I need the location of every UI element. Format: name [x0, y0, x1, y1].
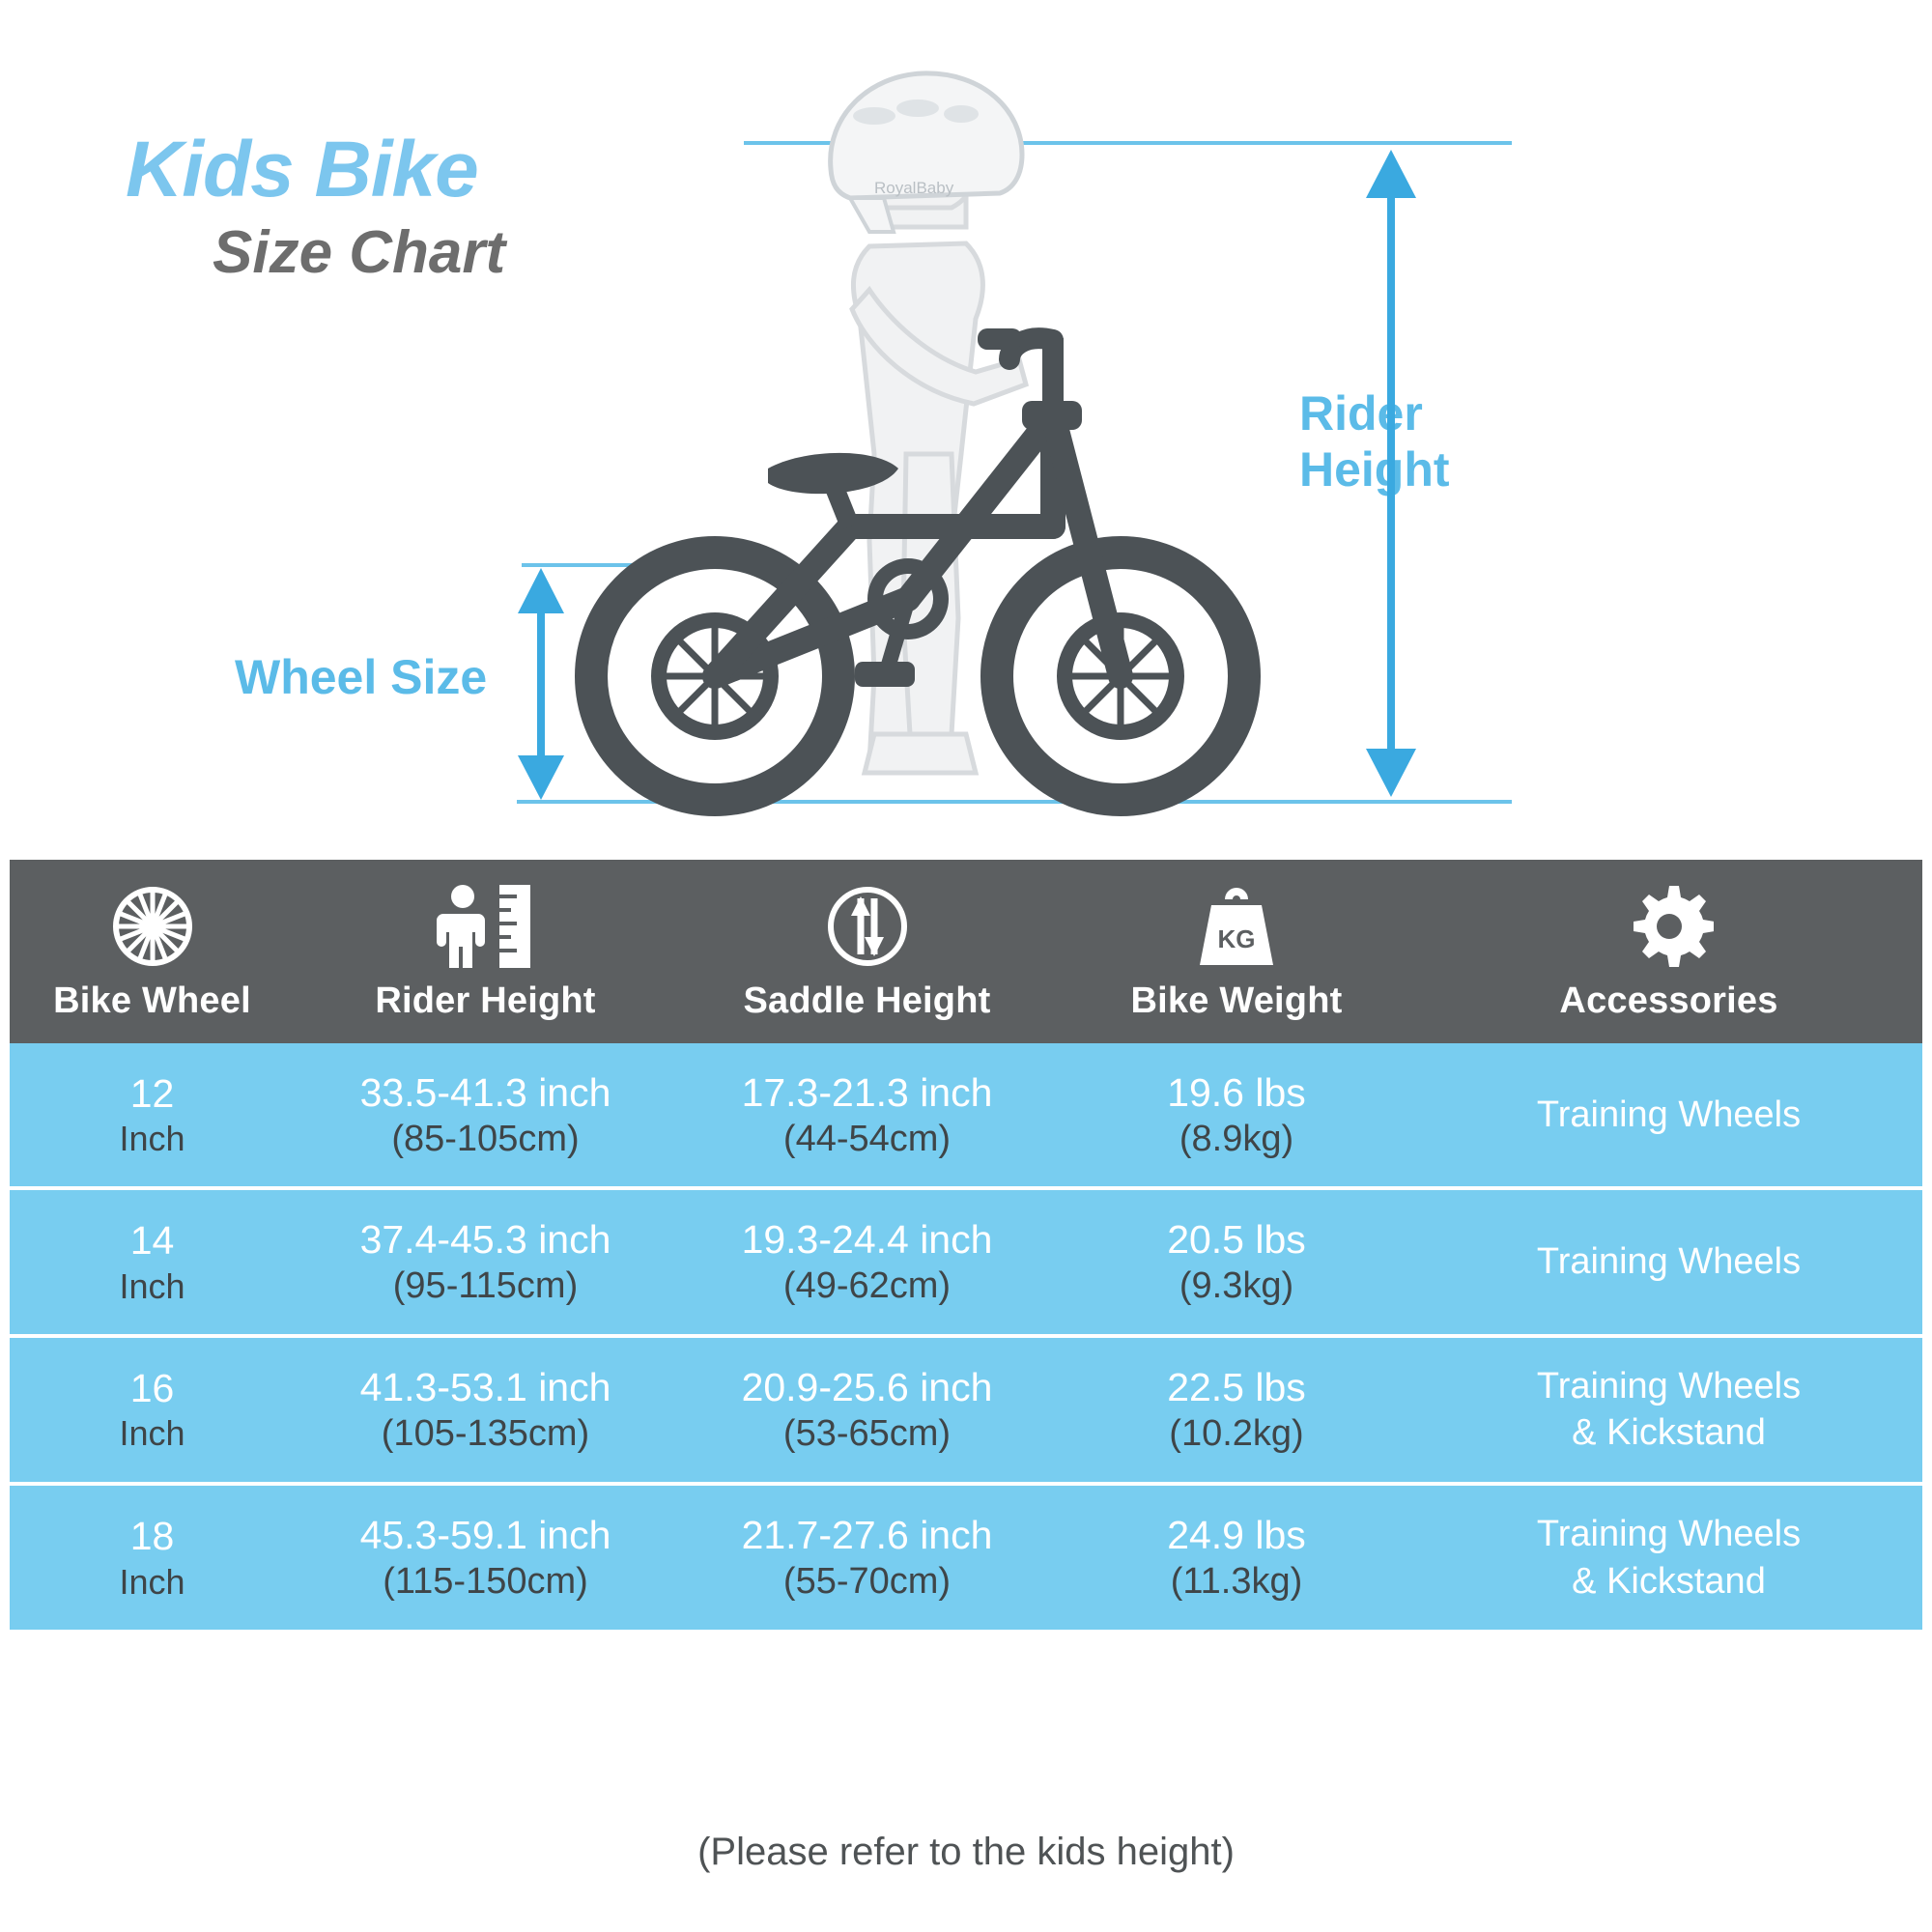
saddle-height-inch: 19.3-24.4 inch: [741, 1217, 993, 1263]
column-header-accessories: [1415, 860, 1922, 1043]
wheel-size-value: 16: [129, 1366, 175, 1411]
rider-height-arrow: [1366, 150, 1416, 797]
saddle-height-cm: (49-62cm): [782, 1265, 952, 1307]
column-header-bike-weight: [1058, 860, 1415, 1043]
bike-weight-lbs: 20.5 lbs: [1167, 1217, 1306, 1263]
bike-weight-kg: (10.2kg): [1169, 1413, 1304, 1455]
size-chart-table: [10, 860, 1922, 1630]
rider-height-label-line1: Rider: [1299, 386, 1423, 440]
cell-bike-wheel: [10, 1336, 295, 1484]
cell-saddle-height: [676, 1484, 1058, 1630]
rider-height-inch: 41.3-53.1 inch: [359, 1365, 611, 1410]
bike-rider-diagram: [0, 0, 1932, 869]
column-header-bike-wheel: [10, 860, 295, 1043]
wheel-icon: [111, 882, 194, 971]
bike-weight-kg: (8.9kg): [1179, 1119, 1294, 1160]
saddle-arrow-icon: [824, 882, 911, 971]
saddle-height-cm: (44-54cm): [782, 1119, 952, 1160]
cell-rider-height: [295, 1043, 676, 1188]
column-header-label: Saddle Height: [743, 980, 991, 1021]
person-ruler-icon: [428, 882, 544, 971]
cell-accessories: [1415, 1043, 1922, 1188]
footnote: (Please refer to the kids height): [697, 1831, 1235, 1873]
table-row: [10, 1484, 1922, 1630]
column-header-label: Accessories: [1559, 980, 1778, 1021]
rider-height-cm: (95-115cm): [392, 1265, 579, 1307]
saddle-height-inch: 17.3-21.3 inch: [741, 1070, 993, 1115]
bike-weight-lbs: 19.6 lbs: [1167, 1070, 1306, 1115]
cell-bike-wheel: [10, 1188, 295, 1335]
accessories-line-1: Training Wheels: [1536, 1365, 1802, 1406]
cell-bike-weight: [1058, 1188, 1415, 1335]
table-header-row: [10, 860, 1922, 1043]
saddle-height-cm: (53-65cm): [782, 1413, 952, 1455]
svg-text:KG: KG: [1217, 924, 1256, 953]
cell-rider-height: [295, 1188, 676, 1335]
cell-rider-height: [295, 1336, 676, 1484]
cell-accessories: [1415, 1188, 1922, 1335]
rider-height-cm: (105-135cm): [381, 1413, 590, 1455]
bike-weight-lbs: 22.5 lbs: [1167, 1365, 1306, 1410]
hero-illustration: [0, 0, 1932, 869]
table-row: [10, 1336, 1922, 1484]
rider-height-inch: 45.3-59.1 inch: [359, 1513, 611, 1558]
column-header-label: Bike Wheel: [53, 980, 251, 1021]
wheel-size-value: 14: [129, 1218, 175, 1264]
table-row: [10, 1188, 1922, 1335]
wheel-size-unit: Inch: [119, 1413, 185, 1454]
cell-saddle-height: [676, 1188, 1058, 1335]
accessories-value: Training Wheels: [1536, 1241, 1802, 1283]
bike-weight-kg: (9.3kg): [1179, 1265, 1294, 1307]
wheel-size-label: Wheel Size: [235, 650, 488, 704]
column-header-rider-height: [295, 860, 676, 1043]
wheel-size-value: 18: [129, 1514, 175, 1559]
bike-weight-kg: (11.3kg): [1170, 1561, 1303, 1603]
rider-height-inch: 37.4-45.3 inch: [359, 1217, 611, 1263]
wheel-size-unit: Inch: [119, 1265, 185, 1306]
wheel-size-unit: Inch: [119, 1119, 185, 1159]
wheel-size-arrow: [518, 568, 564, 800]
wheel-size-unit: Inch: [119, 1561, 185, 1602]
size-chart-table-wrap: [10, 860, 1922, 1630]
column-header-label: Rider Height: [375, 980, 596, 1021]
rider-height-cm: (115-150cm): [383, 1561, 588, 1603]
saddle-height-inch: 21.7-27.6 inch: [741, 1513, 993, 1558]
cell-bike-wheel: [10, 1484, 295, 1630]
gear-icon: [1625, 882, 1714, 971]
column-header-saddle-height: [676, 860, 1058, 1043]
kg-weight-icon: [1190, 882, 1283, 971]
title-line-2: Size Chart: [213, 219, 506, 286]
cell-accessories: [1415, 1484, 1922, 1630]
cell-rider-height: [295, 1484, 676, 1630]
cell-saddle-height: [676, 1043, 1058, 1188]
cell-bike-weight: [1058, 1336, 1415, 1484]
table-row: [10, 1043, 1922, 1188]
column-header-label: Bike Weight: [1130, 980, 1343, 1021]
rider-height-inch: 33.5-41.3 inch: [359, 1070, 611, 1115]
cell-bike-wheel: [10, 1043, 295, 1188]
accessories-line-2: & Kickstand: [1572, 1560, 1766, 1602]
cell-saddle-height: [676, 1336, 1058, 1484]
rider-height-cm: (85-105cm): [391, 1119, 580, 1160]
accessories-line-1: Training Wheels: [1536, 1514, 1802, 1554]
saddle-height-cm: (55-70cm): [782, 1561, 952, 1603]
bike-weight-lbs: 24.9 lbs: [1167, 1513, 1306, 1558]
wheel-size-value: 12: [129, 1071, 175, 1116]
helmet-brand-text: RoyalBaby: [874, 179, 954, 197]
accessories-line-2: & Kickstand: [1572, 1412, 1766, 1454]
cell-bike-weight: [1058, 1484, 1415, 1630]
accessories-value: Training Wheels: [1536, 1094, 1802, 1135]
cell-bike-weight: [1058, 1043, 1415, 1188]
cell-accessories: [1415, 1336, 1922, 1484]
title-line-1: Kids Bike: [126, 126, 478, 213]
saddle-height-inch: 20.9-25.6 inch: [741, 1365, 993, 1410]
rider-height-label-line2: Height: [1299, 441, 1450, 497]
